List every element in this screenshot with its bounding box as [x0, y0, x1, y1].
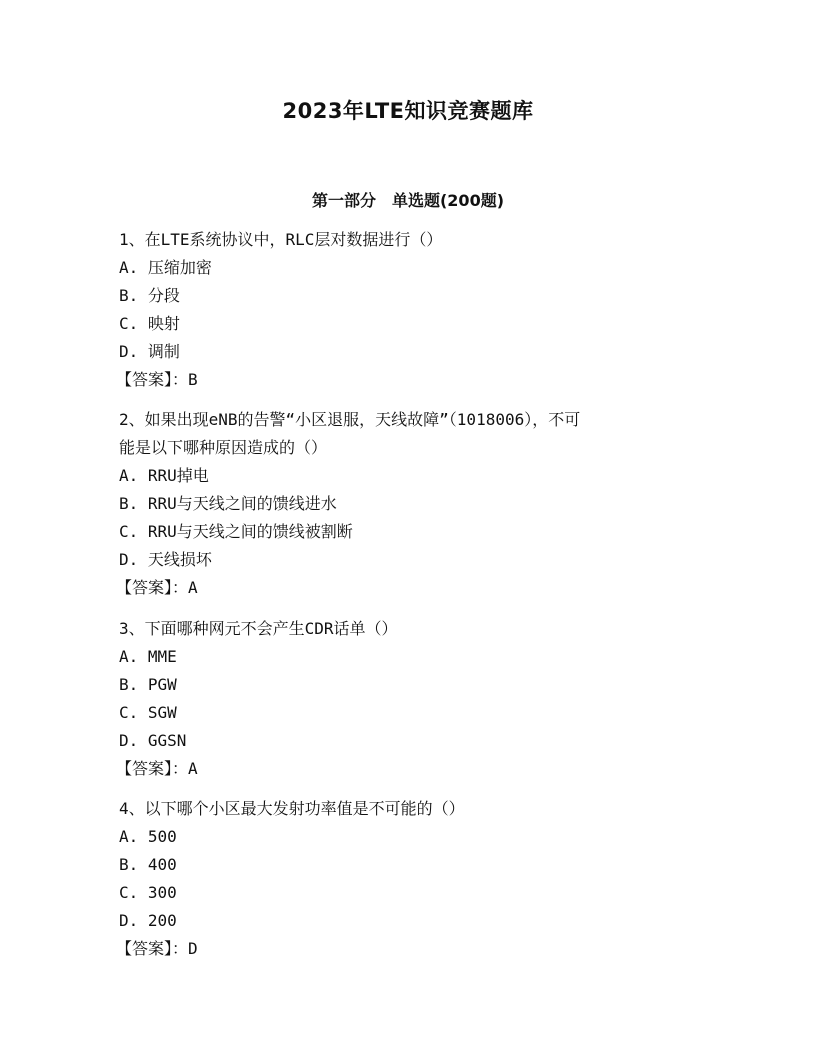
- section-heading: 第一部分 单选题(200题): [311, 191, 505, 210]
- option-a: A. RRU掉电: [119, 466, 209, 485]
- option-d: D. GGSN: [119, 731, 187, 750]
- answer: 【答案】：B: [116, 370, 198, 389]
- answer: 【答案】：A: [116, 759, 198, 778]
- question-stem: 1、在LTE系统协议中，RLC层对数据进行（）: [119, 230, 443, 249]
- question-stem: 4、以下哪个小区最大发射功率值是不可能的（）: [119, 799, 465, 818]
- option-b: B. PGW: [119, 675, 177, 694]
- question-stem: 2、如果出现eNB的告警“小区退服，天线故障”（1018006），不可: [119, 410, 581, 429]
- question-3: [116, 615, 699, 783]
- question-stem-continued: 能是以下哪种原因造成的（）: [119, 438, 328, 457]
- option-d: D. 天线损坏: [119, 550, 212, 569]
- option-c: C. 300: [119, 883, 177, 902]
- answer: 【答案】：D: [116, 939, 198, 958]
- option-a: A. 500: [119, 827, 177, 846]
- option-c: C. 映射: [119, 314, 180, 333]
- question-1: [116, 226, 699, 394]
- option-c: C. RRU与天线之间的馈线被割断: [119, 522, 353, 541]
- question-2: [116, 406, 699, 602]
- option-a: A. MME: [119, 647, 177, 666]
- question-stem: 3、下面哪种网元不会产生CDR话单（）: [119, 619, 398, 638]
- option-a: A. 压缩加密: [119, 258, 212, 277]
- option-b: B. 400: [119, 855, 177, 874]
- option-d: D. 调制: [119, 342, 180, 361]
- option-b: B. RRU与天线之间的馈线进水: [119, 494, 337, 513]
- answer: 【答案】：A: [116, 578, 198, 597]
- option-d: D. 200: [119, 911, 177, 930]
- document-title: 2023年LTE知识竞赛题库: [282, 99, 534, 123]
- option-c: C. SGW: [119, 703, 177, 722]
- option-b: B. 分段: [119, 286, 180, 305]
- question-4: [116, 795, 699, 963]
